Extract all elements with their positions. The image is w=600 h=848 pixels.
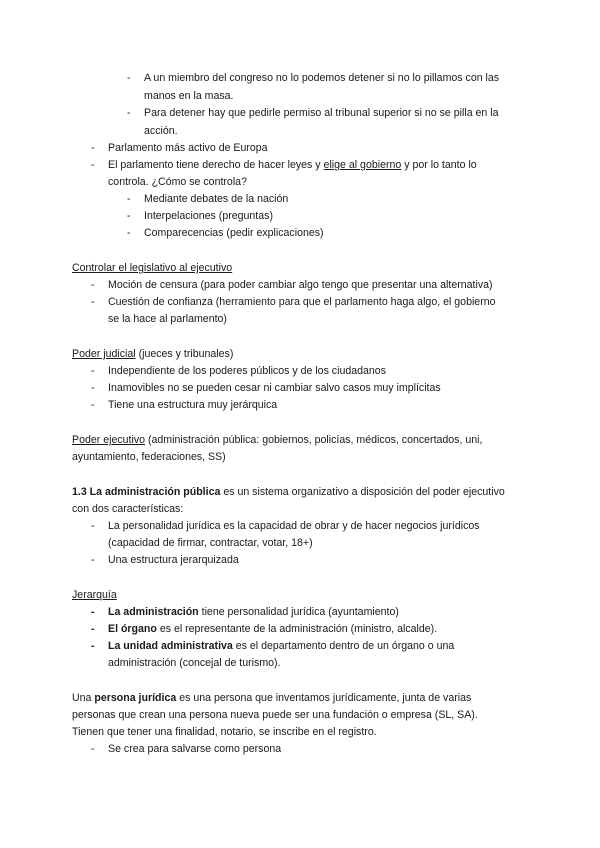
bullet-dash: - (91, 606, 95, 618)
bullet-dash: - (91, 640, 95, 652)
text-line: Independiente de los poderes públicos y de los ciudadanos (108, 365, 386, 377)
text-segment: es el departamento dentro de un órgano o una (235, 640, 455, 652)
text-line: acción. (144, 125, 178, 137)
bullet-dash: - (127, 227, 131, 239)
text-line: Para detener hay que pedirle permiso al tribunal superior si no se pilla en la (144, 107, 499, 119)
text-segment: y por lo tanto lo (404, 159, 477, 171)
text-segment: tiene personalidad jurídica (ayuntamiento) (201, 606, 399, 618)
paragraph-line (72, 486, 505, 499)
bold-phrase: La administración (108, 606, 199, 618)
text-line: administración (concejal de turismo). (108, 657, 281, 669)
bullet-dash: - (127, 107, 131, 119)
text-line: (capacidad de firmar, contractar, votar, 18+) (108, 537, 313, 549)
text-line: Moción de censura (para poder cambiar algo tengo que presentar una alternativa) (108, 279, 493, 291)
text-line (108, 640, 454, 653)
text-segment: es una persona que inventamos jurídicamente, junta de varias (179, 692, 472, 704)
bullet-dash: - (91, 365, 95, 377)
bullet-dash: - (91, 743, 95, 755)
bullet-dash: - (127, 193, 131, 205)
text-line (108, 159, 477, 172)
section-heading: Controlar el legislativo al ejecutivo (72, 262, 233, 274)
text-line: Cuestión de confianza (herramiento para que el parlamento haga algo, el gobierno (108, 296, 496, 308)
bullet-dash: - (91, 382, 95, 394)
text-line: Tienen que tener una finalidad, notario, se inscribe en el registro. (72, 726, 377, 738)
underlined-phrase: elige al gobierno (323, 159, 402, 171)
bold-phrase: El órgano (108, 623, 157, 635)
text-line: manos en la masa. (144, 90, 234, 102)
bullet-dash: - (127, 72, 131, 84)
section-heading: Poder judicial (72, 348, 136, 360)
bullet-dash: - (91, 623, 95, 635)
text-segment: Una (72, 692, 92, 704)
text-line: Tiene una estructura muy jerárquica (108, 399, 278, 411)
text-segment: es un sistema organizativo a disposición del poder ejecutivo (223, 486, 505, 498)
text-line: personas que crean una persona nueva puede ser una fundación o empresa (SL, SA). (72, 709, 478, 721)
section-heading-line (72, 434, 482, 447)
text-line: A un miembro del congreso no lo podemos detener si no lo pillamos con las (144, 72, 500, 84)
text-segment: El parlamento tiene derecho de hacer leyes y (108, 159, 321, 171)
text-line: Se crea para salvarse como persona (108, 743, 282, 755)
text-line: Una estructura jerarquizada (108, 554, 239, 566)
bullet-dash: - (91, 279, 95, 291)
text-line: La personalidad jurídica es la capacidad de obrar y de hacer negocios jurídicos (108, 520, 480, 532)
text-segment: es el representante de la administración (ministro, alcalde). (159, 623, 438, 635)
paragraph-line (72, 692, 471, 705)
bullet-dash: - (91, 296, 95, 308)
text-line (108, 606, 399, 619)
bullet-dash: - (91, 159, 95, 171)
text-line: se la hace al parlamento) (108, 313, 227, 325)
bullet-dash: - (127, 210, 131, 222)
text-line: Mediante debates de la nación (144, 193, 289, 205)
text-line: Parlamento más activo de Europa (108, 142, 268, 154)
bullet-dash: - (91, 399, 95, 411)
text-segment: (jueces y tribunales) (138, 348, 234, 360)
section-heading: Poder ejecutivo (72, 434, 146, 446)
text-line: con dos características: (72, 503, 184, 515)
text-line: Interpelaciones (preguntas) (144, 210, 273, 222)
bullet-dash: - (91, 520, 95, 532)
bold-phrase: persona jurídica (94, 692, 177, 704)
text-line: ayuntamiento, federaciones, SS) (72, 451, 226, 463)
text-line: controla. ¿Cómo se controla? (108, 176, 247, 188)
text-line (108, 623, 437, 636)
bullet-dash: - (91, 554, 95, 566)
text-line: Inamovibles no se pueden cesar ni cambiar salvo casos muy implícitas (108, 382, 441, 394)
text-segment: (administración pública: gobiernos, policías, médicos, concertados, uni, (147, 434, 483, 446)
bullet-dash: - (91, 142, 95, 154)
text-line: Comparecencias (pedir explicaciones) (144, 227, 324, 239)
bold-phrase: 1.3 La administración pública (72, 486, 221, 498)
section-heading-line (72, 348, 233, 361)
section-heading: Jerarquía (72, 589, 117, 601)
bold-phrase: La unidad administrativa (108, 640, 233, 652)
